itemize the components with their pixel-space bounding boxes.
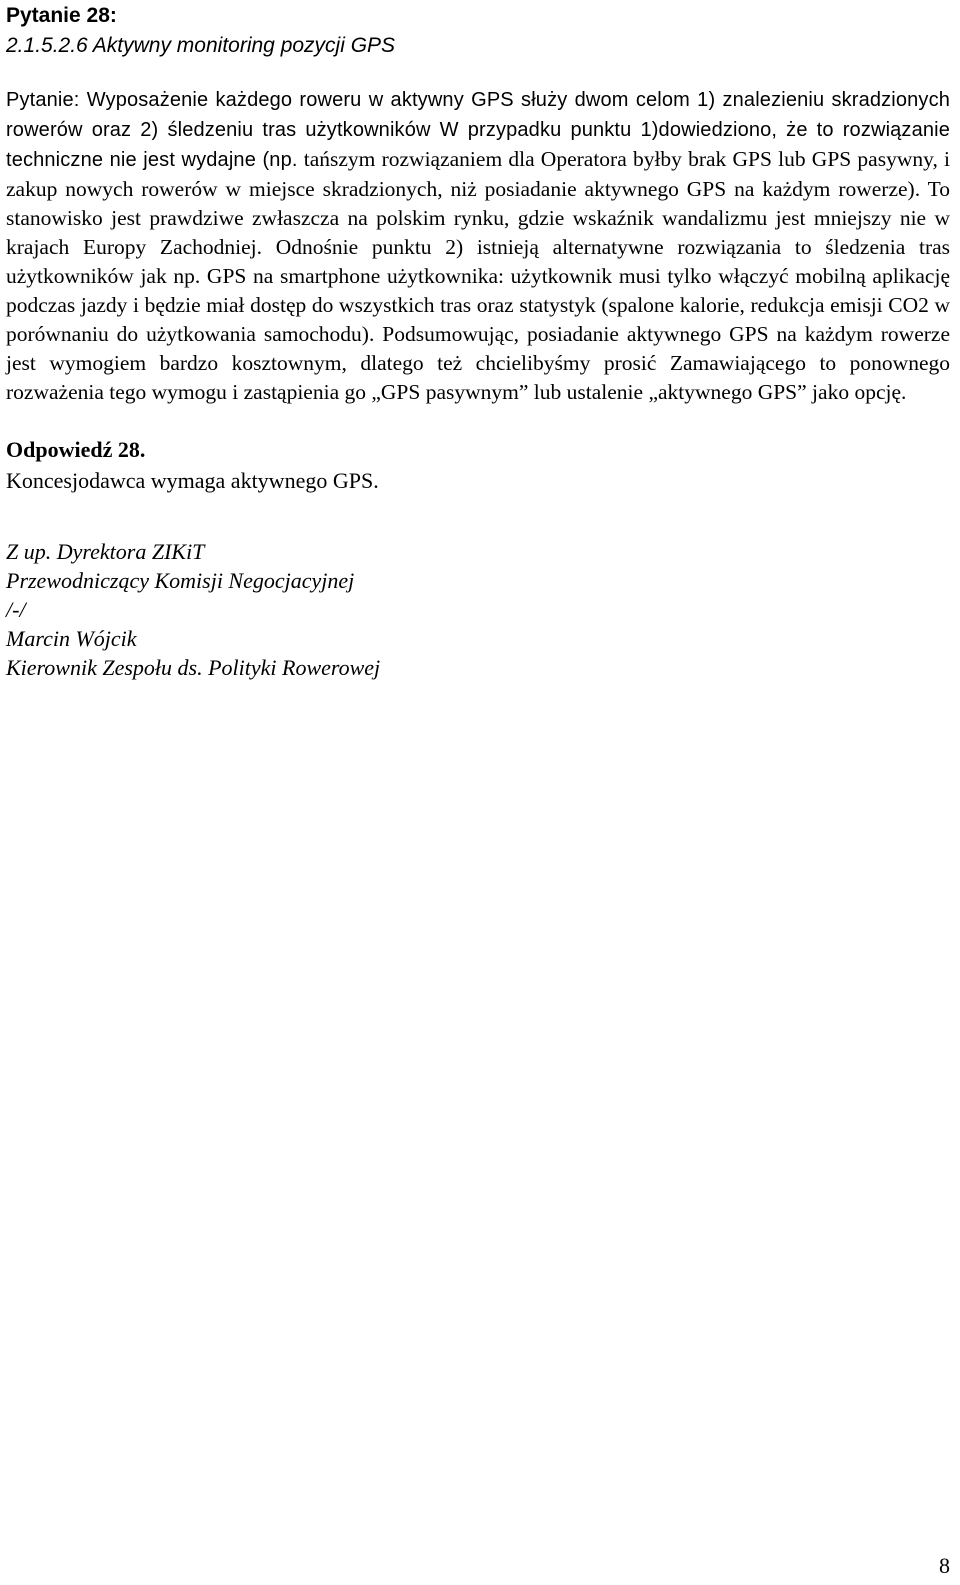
question-text-part2: tańszym rozwiązaniem dla Operatora byłby brak GPS lub GPS pasywny, i zakup nowych rowerów w miejsce skradzionych, niż posiadanie aktywnego GPS na każdym rowerze). (6, 147, 951, 201)
question-text-part5: GPS na smartphone użytkownika: użytkownik musi tylko włączyć mobilną aplikację podczas jazdy i będzie miał dostęp do wszystkich tras oraz statystyk (spalone kalorie, redukcja emisji CO2 w porównaniu do użytkowania samochodu). Podsumowując, posiadanie aktywnego GPS na każdym rowerze jest wymogiem bardzo kosztownym, dlatego też chcielibyśmy prosić Zamawiającego to ponownego rozważenia tego wymogu i zastąpienia go „GPS pasywnym” lub ustalenie „aktywnego GPS” jako opcję. (6, 264, 950, 404)
question-text-part4: Odnośnie punktu 2) istnieją alternatywne rozwiązania to śledzenia tras użytkowników jak np. (6, 235, 951, 288)
signature-line-name: Marcin Wójcik (6, 626, 137, 651)
signature-block (6, 537, 950, 682)
question-text-part3: To stanowisko jest prawdziwe zwłaszcza na polskim rynku, gdzie wskaźnik wandalizmu jest mniejszy nie w krajach Europy Zachodniej. (6, 177, 950, 259)
signature-line-title: Kierownik Zespołu ds. Polityki Rowerowej (6, 655, 381, 680)
question-heading: Pytanie 28: (6, 4, 117, 27)
signature-line-mark: /-/ (6, 597, 26, 622)
signature-line-role: Przewodniczący Komisji Negocjacyjnej (6, 568, 355, 593)
section-title: 2.1.5.2.6 Aktywny monitoring pozycji GPS (6, 34, 396, 57)
question-text-part1: Pytanie: Wyposażenie każdego roweru w aktywny GPS służy dwom celom 1) znalezieniu skradzionych rowerów oraz 2) śledzeniu tras użytkowników W przypadku punktu 1)dowiedziono, że to rozwiązanie techniczne nie jest wydajne (np. (6, 89, 950, 171)
answer-text: Koncesjodawca wymaga aktywnego GPS. (6, 468, 379, 493)
signature-line-authority: Z up. Dyrektora ZIKiT (6, 539, 205, 564)
document-page (6, 0, 950, 682)
page-number: 8 (939, 1553, 950, 1578)
question-body (6, 85, 950, 407)
answer-heading: Odpowiedź 28. (6, 437, 146, 462)
